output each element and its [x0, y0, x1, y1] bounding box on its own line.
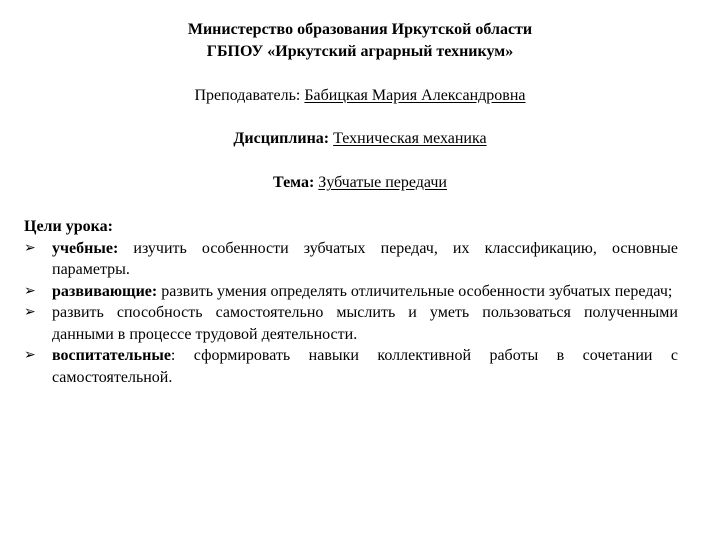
topic-value: Зубчатые передачи [318, 174, 447, 191]
institution-title: ГБПОУ «Иркутский аграрный техникум» [206, 43, 514, 60]
goals-section [24, 216, 678, 388]
ministry-title: Министерство образования Иркутской области [187, 21, 533, 38]
check-arrow-icon: ➢ [24, 347, 36, 363]
check-arrow-icon: ➢ [24, 282, 36, 299]
goal-item-upbringing [24, 345, 678, 388]
discipline-line [0, 129, 720, 149]
check-arrow-icon: ➢ [24, 239, 36, 256]
teacher-label: Преподаватель: [194, 87, 301, 104]
goal-text: развить способность самостоятельно мыслить и уметь пользоваться полученными данными в процессе трудовой деятельности. [52, 304, 678, 343]
teacher-line [0, 86, 720, 106]
discipline-value: Техническая механика [333, 130, 487, 147]
goal-item-developmental [24, 281, 678, 303]
goal-text: : сформировать навыки коллективной работы в сочетании с самостоятельной. [52, 347, 678, 386]
goal-text: развить умения определять отличительные особенности зубчатых передач; [161, 282, 673, 300]
topic-line [0, 173, 720, 193]
goal-item-educational [24, 238, 678, 281]
goal-item-thinking [24, 302, 678, 345]
goal-text: изучить особенности зубчатых передач, их классификацию, основные параметры. [52, 239, 679, 278]
goal-label: развивающие: [52, 282, 158, 300]
topic-label: Тема: [273, 174, 315, 191]
teacher-name: Бабицкая Мария Александровна [304, 87, 526, 104]
goal-label: учебные: [52, 239, 119, 257]
check-arrow-icon: ➢ [24, 304, 36, 320]
discipline-label: Дисциплина: [233, 130, 330, 147]
goal-label: воспитательные [52, 347, 171, 364]
goals-title: Цели урока: [24, 218, 113, 235]
